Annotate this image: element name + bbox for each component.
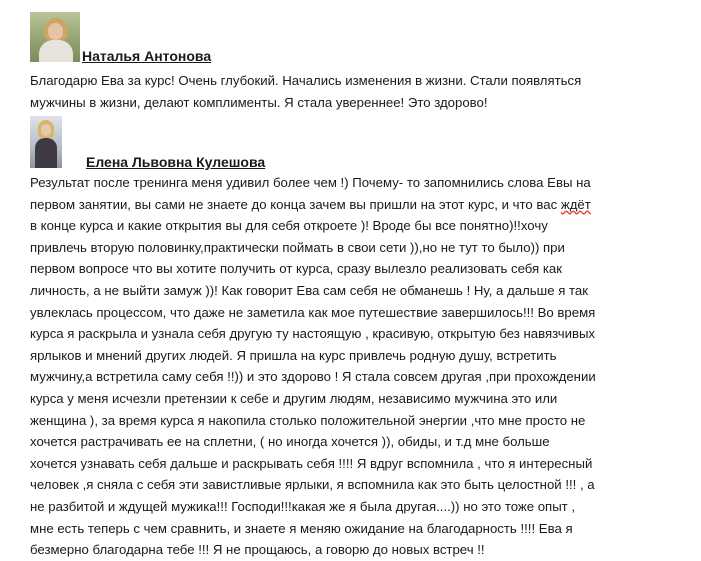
author-name-link[interactable]: Елена Львовна Кулешова — [86, 154, 266, 170]
review-line: женщина ), за время курса я накопила столько положительной энергии ,что мне просто не — [30, 412, 586, 428]
review-line: не разбитой и ждущей мужика!!! Господи!!!какая же я была другая....)) но это тоже опыт , — [30, 498, 576, 514]
author-row — [30, 116, 690, 168]
review-card-1 — [30, 10, 690, 113]
review-line: мужчины в жизни, делают комплименты. Я стала увереннее! Это здорово! — [30, 94, 488, 110]
review-line: личность, а не выйти замуж ))! Как говорит Ева сам себя не обманешь ! Ну, а дальше я так — [30, 282, 589, 298]
review-card-2 — [30, 116, 690, 561]
review-line: мужчину,а встретила саму себя !!)) и это здорово ! Я стала совсем другая ,при прохождении — [30, 369, 596, 385]
review-line: человек ,я сняла с себя эти завистливые ярлыки, я вспомнила как это быть целостной !!! , а — [30, 477, 595, 493]
review-line: Благодарю Ева за курс! Очень глубокий. Начались изменения в жизни. Стали появляться — [30, 73, 582, 88]
review-line: мне есть теперь с чем сравнить, и знаете я меняю ожидание на благодарность !!!! Ева я — [30, 520, 573, 536]
review-line: привлечь вторую половинку,практически поймать в свои сети )),но не тут то было)) при — [30, 239, 565, 255]
review-line — [30, 194, 690, 216]
review-line-text: первом занятии, вы сами не знаете до конца зачем вы пришли на этот курс, и что вас — [30, 196, 561, 212]
review-line: увлеклась процессом, что даже не заметила как мое путешествие завершилось!!! Во время — [30, 304, 596, 320]
avatar[interactable] — [30, 116, 62, 168]
review-line: первом вопросе что вы хотите получить от курса, сразу вылезло реализовать себя как — [30, 261, 563, 277]
avatar[interactable] — [30, 12, 80, 62]
author-name-link[interactable]: Наталья Антонова — [82, 48, 212, 64]
author-row — [30, 10, 690, 62]
review-line: курса я раскрыла и узнала себя другую ту настоящую , красивую, открытую без навязчивых — [30, 326, 596, 342]
review-text — [30, 70, 690, 113]
misspelled-word[interactable]: ждёт — [560, 196, 591, 212]
review-line: хочется узнавать себя дальше и раскрывать себя !!!! Я вдруг вспомнила , что я интересный — [30, 455, 593, 471]
review-line: в конце курса и какие открытия вы для себя откроете )! Вроде бы все понятно)!!хочу — [30, 218, 548, 234]
review-line: безмерно благодарна тебе !!! Я не прощаюсь, а говорю до новых встреч !! — [30, 542, 485, 558]
review-line: курса у меня исчезли претензии к себе и другим людям, независимо мужчина это или — [30, 390, 558, 406]
review-line: хочется растрачивать ее на сплетни, ( но иногда хочется )), обиды, и т.д мне больше — [30, 434, 550, 450]
review-line: Результат после тренинга меня удивил более чем !) Почему- то запомнились слова Евы на — [30, 175, 591, 190]
review-text — [30, 172, 690, 561]
review-line: ярлыков и мнений других людей. Я пришла на курс привлечь родную душу, встретить — [30, 347, 557, 363]
